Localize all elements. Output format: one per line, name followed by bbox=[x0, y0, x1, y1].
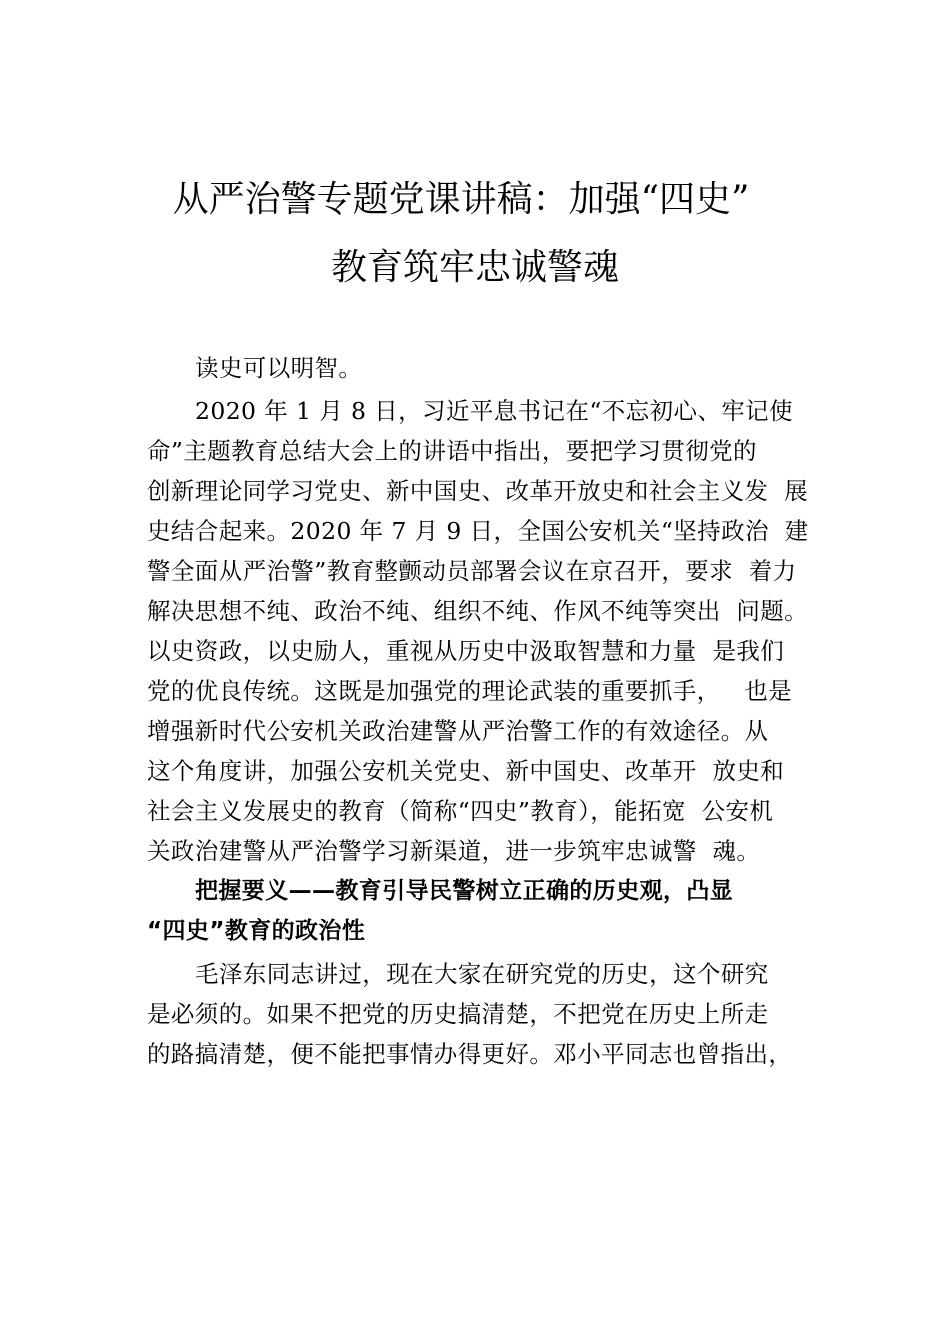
paragraph-line: 读史可以明智。 bbox=[195, 354, 363, 382]
document-title-line-1: 从严治警专题党课讲稿：加强“四史” bbox=[172, 179, 750, 220]
paragraph-line: 命”主题教育总结大会上的讲语中指出，要把学习贯彻党的 bbox=[147, 437, 757, 465]
paragraph-line: 以史资政，以史励人，重视从历史中汲取智慧和力量 是我们 bbox=[147, 637, 785, 665]
paragraph-line: 是必须的。如果不把党的历史搞清楚，不把党在历史上所走 bbox=[147, 1000, 769, 1028]
paragraph-line: 社会主义发展史的教育（简称“四史”教育），能拓宽 公安机 bbox=[147, 797, 774, 825]
paragraph-line: 关政治建警从严治警学习新渠道，进一步筑牢忠诚警 魂。 bbox=[147, 837, 761, 865]
paragraph-line: 解决思想不纯、政治不纯、组织不纯、作风不纯等突出 问题。 bbox=[147, 597, 809, 625]
paragraph-line: 这个角度讲，加强公安机关党史、新中国史、改革开 放史和 bbox=[147, 757, 785, 785]
document-title-line-2: 教育筑牢忠诚警魂 bbox=[330, 247, 619, 288]
paragraph-line: 党的优良传统。这既是加强党的理论武装的重要抓手， 也是 bbox=[147, 677, 793, 705]
paragraph-line: 毛泽东同志讲过，现在大家在研究党的历史，这个研究 bbox=[195, 960, 769, 988]
paragraph-line: 史结合起来。2020 年 7 月 9 日，全国公安机关“坚持政治 建 bbox=[147, 517, 809, 545]
paragraph-line: 的路搞清楚，便不能把事情办得更好。邓小平同志也曾指出， bbox=[147, 1040, 793, 1068]
paragraph-line: 创新理论同学习党史、新中国史、改革开放史和社会主义发 展 bbox=[147, 477, 809, 505]
paragraph-line: 警全面从严治警”教育整颤动员部署会议在京召开，要求 着力 bbox=[147, 557, 797, 585]
section-heading-line-1: 把握要义——教育引导民警树立正确的历史观，凸显 bbox=[195, 878, 734, 904]
paragraph-line: 2020 年 1 月 8 日，习近平息书记在“不忘初心、牢记使 bbox=[195, 397, 793, 425]
section-heading-line-2: “四史”教育的政治性 bbox=[147, 918, 366, 944]
paragraph-line: 增强新时代公安机关政治建警从严治警工作的有效途径。从 bbox=[147, 717, 769, 745]
